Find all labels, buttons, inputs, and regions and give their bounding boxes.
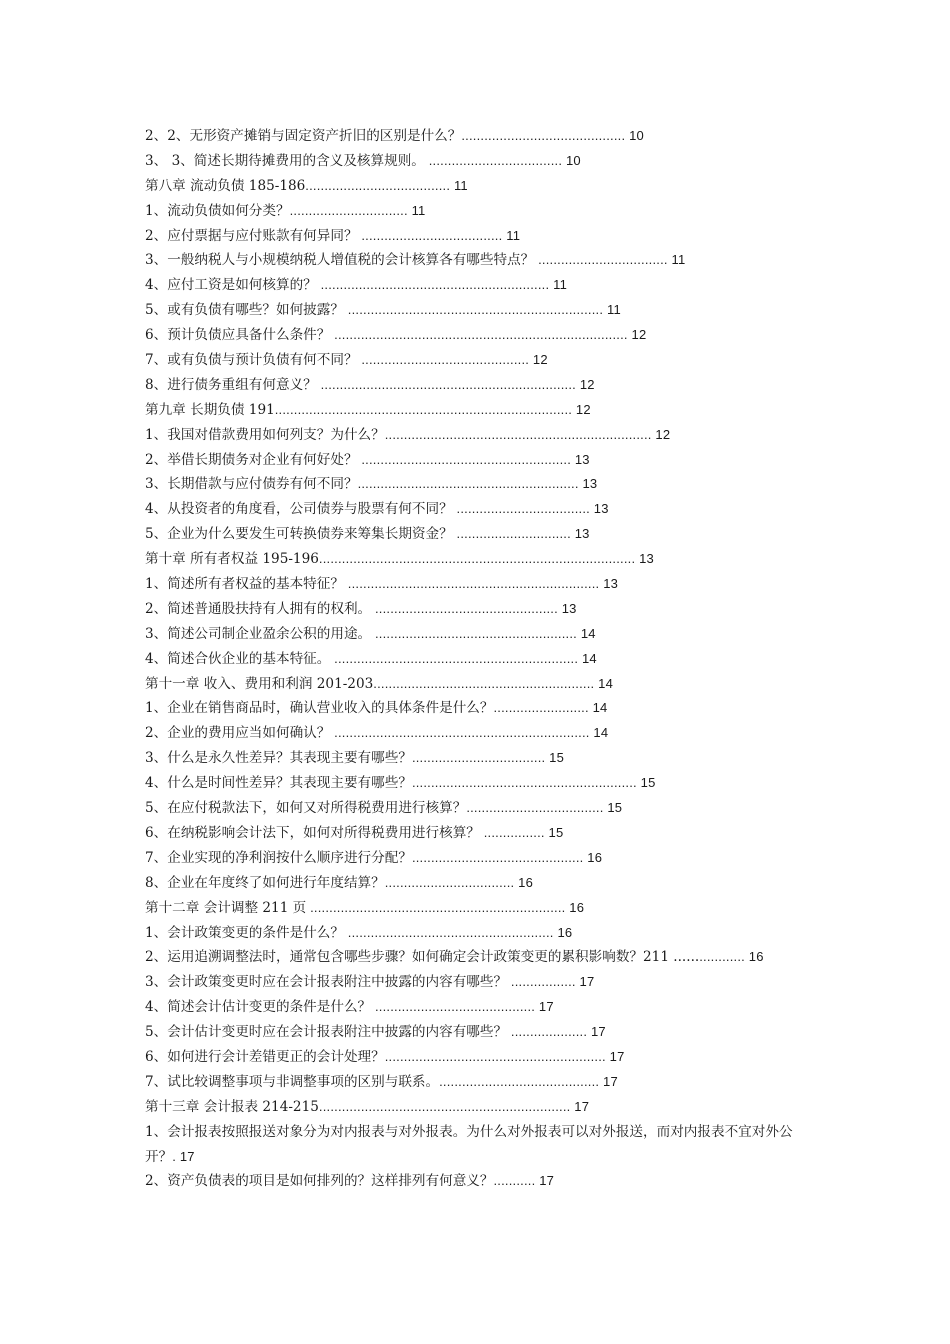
toc-entry-title: 3、简述公司制企业盈余公积的用途。 bbox=[145, 625, 372, 642]
toc-page-number: 14 bbox=[581, 650, 597, 666]
toc-page-number: 11 bbox=[553, 277, 568, 293]
toc-page-number: 16 bbox=[557, 924, 573, 940]
toc-entry-title: 8、企业在年度终了如何进行年度结算？ bbox=[145, 874, 385, 891]
toc-entry-title: 5、或有负债有哪些？如何披露？ bbox=[145, 302, 344, 319]
toc-entry-title: 1、流动负债如何分类？ bbox=[145, 202, 290, 219]
toc-page-number: 17 bbox=[538, 999, 554, 1015]
toc-entry[interactable] bbox=[145, 647, 810, 672]
toc-entry[interactable] bbox=[145, 547, 810, 572]
toc-entry[interactable] bbox=[145, 522, 810, 547]
toc-entry-title: 1、简述所有者权益的基本特征？ bbox=[145, 576, 344, 593]
toc-page-number: 17 bbox=[609, 1048, 625, 1064]
toc-leader-dots: ...................................................................... bbox=[384, 426, 652, 442]
toc-entry-title: 2、运用追溯调整法时，通常包含哪些步骤？如何确定会计政策变更的累积影响数？211 ...... bbox=[145, 949, 700, 966]
toc-leader-dots: ........................................................... bbox=[411, 775, 637, 791]
toc-entry[interactable] bbox=[145, 995, 810, 1020]
toc-page-number: 16 bbox=[587, 849, 603, 865]
toc-entry-title: 第十三章 会计报表 214-215 bbox=[145, 1098, 319, 1115]
toc-page-number: 15 bbox=[549, 750, 565, 766]
toc-entry[interactable] bbox=[145, 174, 810, 199]
toc-page-number: 17 bbox=[539, 1173, 555, 1189]
toc-leader-dots: .............................. bbox=[452, 526, 571, 542]
toc-page-number: 13 bbox=[561, 600, 577, 616]
toc-entry-title: 2、应付票据与应付账款有何异同？ bbox=[145, 227, 358, 244]
toc-page-number: 11 bbox=[506, 227, 521, 243]
toc-page-number: 17 bbox=[579, 974, 595, 990]
toc-entry[interactable] bbox=[145, 323, 810, 348]
toc-page-number: 13 bbox=[582, 476, 598, 492]
toc-entry[interactable] bbox=[145, 298, 810, 323]
toc-page-number: 14 bbox=[593, 725, 609, 741]
toc-page-number: 14 bbox=[592, 700, 608, 716]
toc-entry-title: 3、长期借款与应付债券有何不同？ bbox=[145, 476, 358, 493]
toc-leader-dots: ................................................................... bbox=[306, 899, 566, 915]
toc-entry-title: 3、会计政策变更时应在会计报表附注中披露的内容有哪些？ bbox=[145, 974, 508, 991]
toc-entry[interactable] bbox=[145, 970, 810, 995]
toc-entry[interactable] bbox=[145, 497, 810, 522]
toc-leader-dots: ................................... bbox=[411, 750, 546, 766]
toc-leader-dots: ............................................. bbox=[411, 849, 584, 865]
toc-entry-title: 2、资产负债表的项目是如何排列的？这样排列有何意义？ bbox=[145, 1173, 494, 1190]
toc-entry[interactable] bbox=[145, 696, 810, 721]
toc-entry-title: 第十二章 会计调整 211 页 bbox=[145, 899, 307, 916]
toc-leader-dots: ................................................ bbox=[371, 600, 558, 616]
toc-leader-dots: .......................................... bbox=[439, 1073, 600, 1089]
toc-entry-title: 4、简述合伙企业的基本特征。 bbox=[145, 650, 331, 667]
toc-leader-dots: ................................................................... bbox=[316, 376, 576, 392]
toc-entry-title: 6、预计负债应具备什么条件？ bbox=[145, 327, 331, 344]
toc-page-number: 13 bbox=[593, 501, 609, 517]
toc-entry-title: 2、举借长期债务对企业有何好处？ bbox=[145, 451, 358, 468]
toc-page-number: 16 bbox=[518, 874, 534, 890]
toc-entry[interactable] bbox=[145, 248, 810, 273]
toc-entry[interactable] bbox=[145, 149, 810, 174]
toc-page-number: 15 bbox=[607, 800, 623, 816]
toc-entry-title: 4、应付工资是如何核算的？ bbox=[145, 277, 317, 294]
toc-entry-title: 1、会计报表按照报送对象分为对内报表与对外报表。为什么对外报表可以对外报送，而对内报表不宜对外公开？ bbox=[145, 1123, 793, 1165]
toc-entry-title: 5、在应付税款法下，如何又对所得税费用进行核算？ bbox=[145, 800, 467, 817]
toc-entry-title: 6、如何进行会计差错更正的会计处理？ bbox=[145, 1048, 385, 1065]
toc-entry[interactable] bbox=[145, 348, 810, 373]
toc-leader-dots: .................................. bbox=[534, 252, 668, 268]
toc-entry[interactable] bbox=[145, 871, 810, 896]
toc-leader-dots: .......................................................... bbox=[357, 476, 579, 492]
toc-entry[interactable] bbox=[145, 622, 810, 647]
toc-entry[interactable] bbox=[145, 398, 810, 423]
toc-page-number: 16 bbox=[748, 949, 764, 965]
toc-entry[interactable] bbox=[145, 472, 810, 497]
toc-entry-title: 第九章 长期负债 191 bbox=[145, 401, 275, 418]
toc-page-number: 14 bbox=[580, 625, 596, 641]
toc-leader-dots: .......................................................... bbox=[384, 1048, 606, 1064]
toc-entry[interactable] bbox=[145, 373, 810, 398]
toc-leader-dots: .................... bbox=[507, 1024, 588, 1040]
toc-page-number: 14 bbox=[598, 675, 614, 691]
toc-leader-dots: .................................................................. bbox=[318, 1098, 571, 1114]
toc-page-number: 15 bbox=[548, 824, 564, 840]
toc-page-number: 11 bbox=[411, 202, 426, 218]
toc-page-number: 17 bbox=[603, 1073, 618, 1089]
toc-entry-title: 第八章 流动负债 185-186 bbox=[145, 177, 306, 194]
toc-page-number: 13 bbox=[603, 576, 619, 592]
toc-leader-dots: ...................................................... bbox=[343, 924, 554, 940]
toc-entry-title: 7、试比较调整事项与非调整事项的区别与联系。 bbox=[145, 1073, 440, 1090]
toc-entry-title: 2、企业的费用应当如何确认？ bbox=[145, 725, 331, 742]
toc-page-number: 17 bbox=[590, 1024, 606, 1040]
toc-page-number: 13 bbox=[574, 526, 590, 542]
toc-entry[interactable] bbox=[145, 1045, 810, 1070]
toc-leader-dots: ........................................... bbox=[461, 128, 626, 143]
toc-leader-dots: .......................................... bbox=[371, 999, 536, 1015]
toc-entry-title: 4、从投资者的角度看，公司债券与股票有何不同？ bbox=[145, 501, 453, 518]
toc-page-number: 16 bbox=[569, 899, 585, 915]
toc-entry[interactable] bbox=[145, 771, 810, 796]
toc-leader-dots: ................................................................... bbox=[330, 725, 590, 741]
toc-page-number: 11 bbox=[453, 177, 468, 193]
toc-entry-title: 7、或有负债与预计负债有何不同？ bbox=[145, 352, 358, 369]
toc-entry[interactable] bbox=[145, 921, 810, 946]
toc-entry-title: 3、 3、简述长期待摊费用的含义及核算规则。 bbox=[145, 152, 425, 169]
toc-page-number: 12 bbox=[575, 401, 591, 417]
toc-entry-title: 5、会计估计变更时应在会计报表附注中披露的内容有哪些？ bbox=[145, 1024, 508, 1041]
toc-leader-dots: ............................... bbox=[289, 202, 408, 218]
toc-leader-dots: ....................................................... bbox=[357, 451, 572, 467]
toc-leader-dots: ............ bbox=[699, 949, 745, 965]
toc-leader-dots: ..................................... bbox=[357, 227, 503, 243]
toc-page-number: 12 bbox=[655, 426, 671, 442]
toc-leader-dots: ................. bbox=[507, 974, 576, 990]
toc-entry[interactable] bbox=[145, 746, 810, 771]
toc-leader-dots: . bbox=[172, 1148, 180, 1164]
toc-leader-dots: ..................................................... bbox=[371, 625, 577, 641]
toc-entry-title: 1、我国对借款费用如何列支？为什么？ bbox=[145, 426, 385, 443]
toc-leader-dots: ................ bbox=[479, 824, 545, 840]
toc-entry-title: 5、企业为什么要发生可转换债券来筹集长期资金？ bbox=[145, 526, 453, 543]
toc-entry-title: 1、会计政策变更的条件是什么？ bbox=[145, 924, 344, 941]
toc-entry-title: 6、在纳税影响会计法下，如何对所得税费用进行核算？ bbox=[145, 824, 480, 841]
toc-page-number: 15 bbox=[640, 775, 656, 791]
toc-entry-title: 1、企业在销售商品时，确认营业收入的具体条件是什么？ bbox=[145, 700, 494, 717]
toc-entry-title: 2、简述普通股扶持有人拥有的权利。 bbox=[145, 600, 372, 617]
toc-entry-title: 8、进行债务重组有何意义？ bbox=[145, 376, 317, 393]
toc-page-number: 12 bbox=[631, 327, 647, 343]
toc-leader-dots: ......................... bbox=[493, 700, 589, 716]
toc-leader-dots: ................................................................... bbox=[343, 302, 604, 318]
toc-leader-dots: ................................... bbox=[424, 152, 563, 168]
toc-leader-dots: .................................................................. bbox=[343, 576, 600, 592]
toc-entry-title: 4、什么是时间性差异？其表现主要有哪些？ bbox=[145, 775, 412, 792]
toc-leader-dots: ................................................................................... bbox=[318, 551, 636, 567]
toc-leader-dots: ............................................................................. bbox=[330, 327, 628, 343]
table-of-contents bbox=[145, 124, 810, 1194]
toc-entry[interactable] bbox=[145, 1095, 810, 1120]
toc-leader-dots: ............................................................ bbox=[316, 277, 550, 293]
toc-entry[interactable] bbox=[145, 124, 810, 149]
toc-page-number: 17 bbox=[179, 1148, 195, 1164]
toc-entry[interactable] bbox=[145, 796, 810, 821]
toc-entry[interactable] bbox=[145, 224, 810, 249]
toc-entry[interactable] bbox=[145, 572, 810, 597]
toc-entry[interactable] bbox=[145, 423, 810, 448]
toc-leader-dots: ................................... bbox=[452, 501, 590, 517]
toc-entry[interactable] bbox=[145, 1020, 810, 1045]
toc-leader-dots: .............................................................................. bbox=[274, 401, 573, 417]
toc-entry[interactable] bbox=[145, 821, 810, 846]
toc-entry-title: 3、什么是永久性差异？其表现主要有哪些？ bbox=[145, 750, 412, 767]
toc-entry-title: 第十章 所有者权益 195-196 bbox=[145, 551, 319, 568]
toc-page-number: 17 bbox=[574, 1098, 590, 1114]
toc-entry[interactable] bbox=[145, 1169, 810, 1194]
toc-entry[interactable] bbox=[145, 721, 810, 746]
toc-leader-dots: ...................................... bbox=[305, 177, 451, 193]
toc-page-number: 12 bbox=[579, 376, 595, 392]
toc-entry-title: 2、2、无形资产摊销与固定资产折旧的区别是什么？ bbox=[145, 128, 462, 144]
toc-page-number: 12 bbox=[532, 352, 548, 368]
toc-entry[interactable] bbox=[145, 945, 810, 970]
toc-entry-title: 4、简述会计估计变更的条件是什么？ bbox=[145, 999, 372, 1016]
toc-entry[interactable] bbox=[145, 597, 810, 622]
toc-page-number: 13 bbox=[574, 451, 590, 467]
toc-leader-dots: ............................................ bbox=[357, 352, 530, 368]
toc-entry[interactable] bbox=[145, 273, 810, 298]
toc-page-number: 13 bbox=[639, 551, 654, 567]
toc-entry[interactable] bbox=[145, 896, 810, 921]
toc-leader-dots: .................................. bbox=[384, 874, 515, 890]
toc-entry[interactable] bbox=[145, 199, 810, 224]
toc-entry-title: 7、企业实现的净利润按什么顺序进行分配？ bbox=[145, 849, 412, 866]
toc-leader-dots: ................................................................ bbox=[330, 650, 579, 666]
toc-page-number: 11 bbox=[671, 252, 686, 268]
toc-entry[interactable] bbox=[145, 1120, 810, 1170]
toc-entry-title: 第十一章 收入、费用和利润 201-203 bbox=[145, 675, 374, 692]
toc-leader-dots: .................................... bbox=[466, 800, 604, 816]
toc-entry-title: 3、一般纳税人与小规模纳税人增值税的会计核算各有哪些特点？ bbox=[145, 252, 535, 269]
toc-leader-dots: .......................................................... bbox=[373, 675, 595, 691]
toc-leader-dots: ........... bbox=[493, 1173, 536, 1189]
toc-entry[interactable] bbox=[145, 672, 810, 697]
toc-entry[interactable] bbox=[145, 1070, 810, 1095]
toc-page-number: 11 bbox=[607, 302, 621, 318]
toc-entry[interactable] bbox=[145, 846, 810, 871]
toc-page-number: 10 bbox=[565, 152, 581, 168]
toc-entry[interactable] bbox=[145, 448, 810, 473]
toc-page-number: 10 bbox=[629, 128, 644, 143]
